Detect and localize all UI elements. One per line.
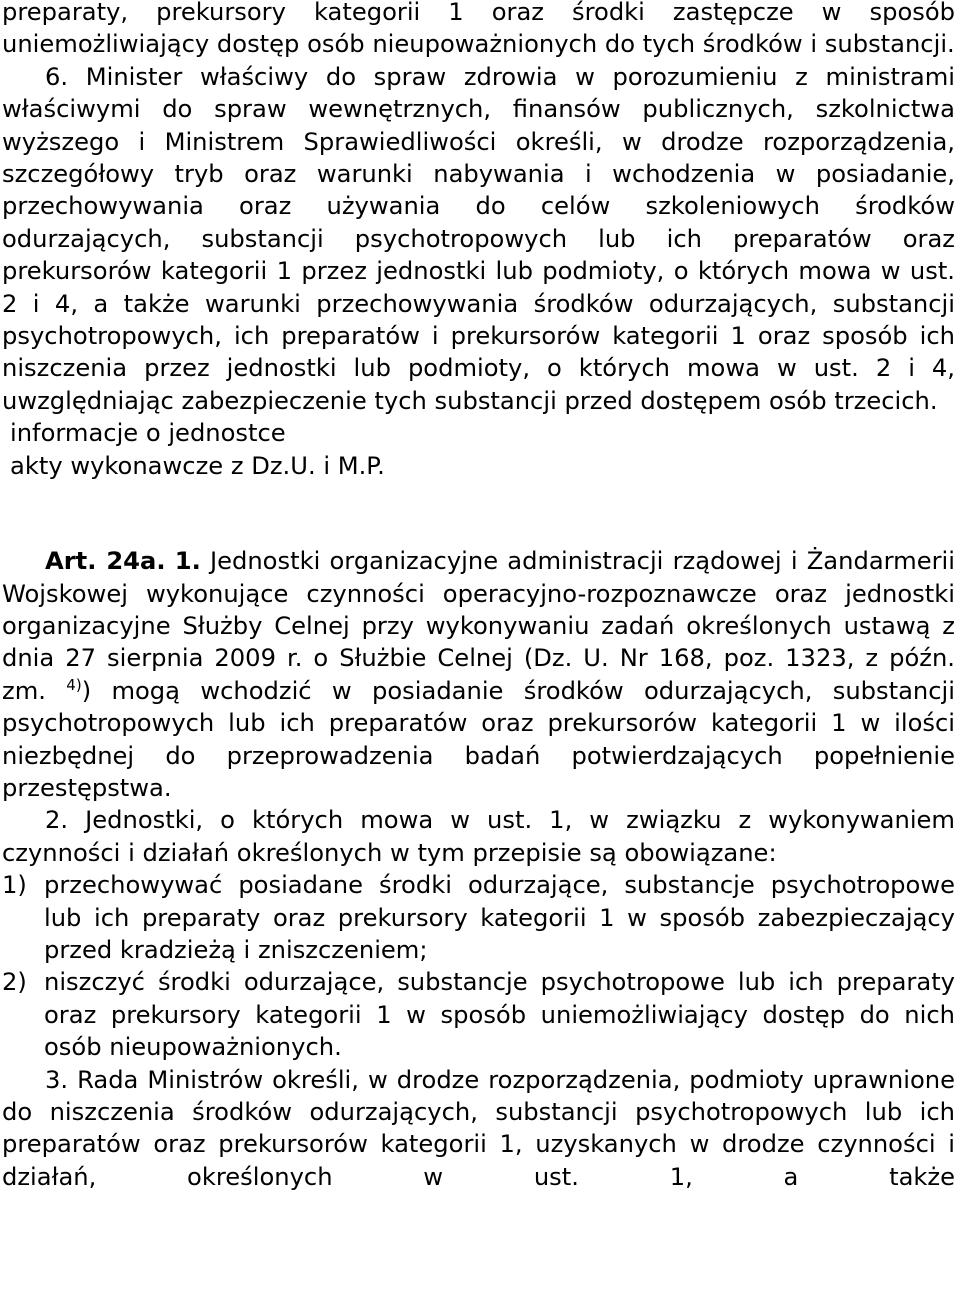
paragraph-6: 6. Minister właściwy do spraw zdrowia w porozumieniu z ministrami właściwymi do spraw wewnętrznych, finansów publicznych, szkolnictwa wyższego i Ministrem Sprawiedliwości określi, w drodze rozporządzenia, szczegółowy tryb oraz warunki nabywania i wchodzenia w posiadanie, przechowywania oraz używania do celów szkoleniowych środków odurzających, substancji psychotropowych lub ich preparatów oraz prekursorów kategorii 1 przez jednostki lub podmioty, o których mowa w ust. 2 i 4, a także warunki przechowywania środków odurzających, substancji psychotropowych, ich preparatów i prekursorów kategorii 1 oraz sposób ich niszczenia przez jednostki lub podmioty, o których mowa w ust. 2 i 4, uwzględniając zabezpieczenie tych substancji przed dostępem osób trzecich. [2, 62, 955, 415]
list-item [2, 966, 955, 1063]
list-item-number: 2) [2, 968, 27, 997]
list-item-number: 1) [2, 871, 27, 900]
document-page [2, 0, 955, 1193]
article-24a-paragraph-3: 3. Rada Ministrów określi, w drodze rozporządzenia, podmioty uprawnione do niszczenia środków odurzających, substancji psychotropowych lub ich preparatów oraz prekursorów kategorii 1, uzyskanych w drodze czynności i działań, określonych w ust. 1, a także [2, 1065, 955, 1191]
list-item [2, 869, 955, 966]
list-item-text: niszczyć środki odurzające, substancje psychotropowe lub ich preparaty oraz prekursory kategorii 1 w sposób uniemożliwiający dostęp do nich osób nieupoważnionych. [44, 968, 955, 1062]
footnote-reference[interactable]: 4) [66, 675, 82, 694]
executive-acts-link[interactable]: akty wykonawcze z Dz.U. i M.P. [10, 451, 385, 480]
intro-paragraph: preparaty, prekursory kategorii 1 oraz środki zastępcze w sposób uniemożliwiający dostęp osób nieupoważnionych do tych środków i substancji. [2, 0, 955, 59]
spacer [2, 482, 955, 545]
article-24a-paragraph-2: 2. Jednostki, o których mowa w ust. 1, w związku z wykonywaniem czynności i działań określonych w tym przepisie są obowiązane: [2, 806, 955, 867]
paragraph-number: 1. [174, 547, 201, 576]
list-item-text: przechowywać posiadane środki odurzające, substancje psychotropowe lub ich preparaty oraz prekursory kategorii 1 w sposób zabezpieczający przed kradzieżą i zniszczeniem; [44, 871, 955, 964]
article-24a-paragraph-1 [2, 545, 955, 804]
paragraph-1-text-continued: ) mogą wchodzić w posiadanie środków odurzających, substancji psychotropowych lub ich preparatów oraz prekursorów kategorii 1 w ilości niezbędnej do przeprowadzenia badań potwierdzających popełnienie przestępstwa. [2, 676, 955, 802]
unit-info-link[interactable]: informacje o jednostce [10, 419, 286, 448]
article-label: Art. 24a. [45, 547, 166, 576]
paragraph-1-text: Jednostki organizacyjne administracji rządowej i Żandarmerii Wojskowej wykonujące czynności operacyjno-rozpoznawcze oraz jednostki organizacyjne Służby Celnej przy wykonywaniu zadań określonych ustawą z dnia 27 sierpnia 2009 r. o Służbie Celnej (Dz. U. Nr 168, poz. 1323, z późn. zm. [2, 547, 955, 705]
